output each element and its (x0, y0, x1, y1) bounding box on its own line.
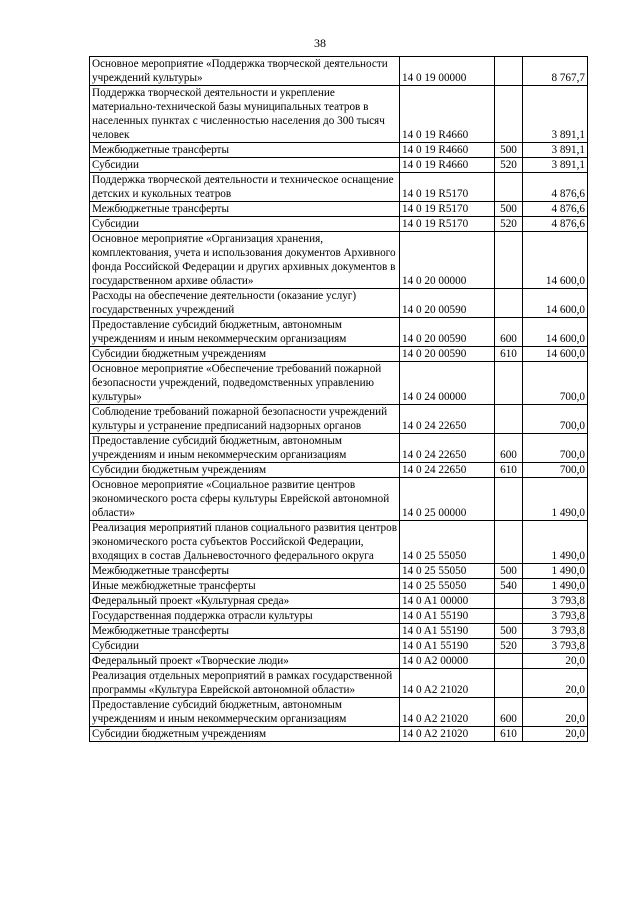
row-name-cell: Государственная поддержка отрасли культуры (90, 609, 400, 624)
table-row (90, 158, 588, 173)
row-expense-type-cell: 520 (495, 639, 523, 654)
row-code-cell: 14 0 25 55050 (400, 521, 495, 564)
row-expense-type-cell: 600 (495, 698, 523, 727)
row-amount-cell: 700,0 (523, 463, 588, 478)
row-expense-type-cell (495, 594, 523, 609)
row-expense-type-cell (495, 478, 523, 521)
row-name-cell: Субсидии бюджетным учреждениям (90, 727, 400, 742)
row-name-cell: Реализация мероприятий планов социального развития центров экономического роста субъектов Российской Федерации, входящих в состав Дальневосточного федерального округа (90, 521, 400, 564)
row-amount-cell: 4 876,6 (523, 173, 588, 202)
table-row (90, 609, 588, 624)
row-expense-type-cell (495, 232, 523, 289)
row-code-cell: 14 0 19 R4660 (400, 158, 495, 173)
row-code-cell: 14 0 20 00590 (400, 318, 495, 347)
row-amount-cell: 3 793,8 (523, 594, 588, 609)
row-code-cell: 14 0 24 00000 (400, 362, 495, 405)
row-expense-type-cell: 500 (495, 202, 523, 217)
row-name-cell: Основное мероприятие «Поддержка творческой деятельности учреждений культуры» (90, 57, 400, 86)
table-row (90, 143, 588, 158)
row-code-cell: 14 0 20 00590 (400, 289, 495, 318)
row-expense-type-cell (495, 521, 523, 564)
table-row (90, 57, 588, 86)
row-amount-cell: 1 490,0 (523, 521, 588, 564)
row-amount-cell: 1 490,0 (523, 478, 588, 521)
row-name-cell: Поддержка творческой деятельности и техническое оснащение детских и кукольных театров (90, 173, 400, 202)
row-expense-type-cell: 500 (495, 624, 523, 639)
row-expense-type-cell (495, 173, 523, 202)
row-amount-cell: 700,0 (523, 434, 588, 463)
row-name-cell: Предоставление субсидий бюджетным, автономным учреждениям и иным некоммерческим организациям (90, 434, 400, 463)
table-row (90, 478, 588, 521)
row-amount-cell: 700,0 (523, 362, 588, 405)
row-amount-cell: 3 891,1 (523, 86, 588, 143)
row-amount-cell: 20,0 (523, 698, 588, 727)
row-expense-type-cell (495, 289, 523, 318)
table-row (90, 217, 588, 232)
row-amount-cell: 3 891,1 (523, 143, 588, 158)
row-code-cell: 14 0 A2 21020 (400, 669, 495, 698)
row-amount-cell: 1 490,0 (523, 564, 588, 579)
table-row (90, 232, 588, 289)
row-name-cell: Предоставление субсидий бюджетным, автономным учреждениям и иным некоммерческим организациям (90, 698, 400, 727)
row-code-cell: 14 0 A1 55190 (400, 639, 495, 654)
row-expense-type-cell (495, 86, 523, 143)
row-expense-type-cell: 500 (495, 564, 523, 579)
row-expense-type-cell (495, 609, 523, 624)
row-expense-type-cell (495, 57, 523, 86)
table-row (90, 463, 588, 478)
page-number: 38 (314, 36, 326, 50)
row-expense-type-cell: 610 (495, 727, 523, 742)
budget-table-body (90, 57, 588, 742)
row-code-cell: 14 0 A2 00000 (400, 654, 495, 669)
table-row (90, 669, 588, 698)
row-amount-cell: 20,0 (523, 654, 588, 669)
budget-table (89, 56, 588, 742)
table-row (90, 564, 588, 579)
table-row (90, 521, 588, 564)
row-name-cell: Федеральный проект «Культурная среда» (90, 594, 400, 609)
row-amount-cell: 14 600,0 (523, 318, 588, 347)
table-row (90, 405, 588, 434)
table-row (90, 624, 588, 639)
row-amount-cell: 700,0 (523, 405, 588, 434)
row-amount-cell: 20,0 (523, 669, 588, 698)
row-expense-type-cell: 540 (495, 579, 523, 594)
table-row (90, 318, 588, 347)
table-row (90, 654, 588, 669)
table-row (90, 173, 588, 202)
row-expense-type-cell (495, 362, 523, 405)
row-name-cell: Межбюджетные трансферты (90, 564, 400, 579)
row-name-cell: Основное мероприятие «Обеспечение требований пожарной безопасности учреждений, подведомственных управлению культуры» (90, 362, 400, 405)
row-code-cell: 14 0 20 00590 (400, 347, 495, 362)
table-row (90, 289, 588, 318)
row-name-cell: Основное мероприятие «Социальное развитие центров экономического роста сферы культуры Еврейской автономной области» (90, 478, 400, 521)
row-amount-cell: 3 891,1 (523, 158, 588, 173)
row-amount-cell: 14 600,0 (523, 347, 588, 362)
row-name-cell: Субсидии (90, 158, 400, 173)
row-amount-cell: 3 793,8 (523, 609, 588, 624)
table-row (90, 639, 588, 654)
row-name-cell: Федеральный проект «Творческие люди» (90, 654, 400, 669)
row-expense-type-cell: 520 (495, 158, 523, 173)
row-expense-type-cell (495, 405, 523, 434)
row-expense-type-cell (495, 654, 523, 669)
row-code-cell: 14 0 19 R5170 (400, 173, 495, 202)
row-code-cell: 14 0 20 00000 (400, 232, 495, 289)
row-code-cell: 14 0 19 R4660 (400, 86, 495, 143)
row-amount-cell: 3 793,8 (523, 639, 588, 654)
row-name-cell: Субсидии (90, 639, 400, 654)
row-code-cell: 14 0 19 R5170 (400, 202, 495, 217)
row-expense-type-cell: 500 (495, 143, 523, 158)
table-row (90, 362, 588, 405)
row-name-cell: Предоставление субсидий бюджетным, автономным учреждениям и иным некоммерческим организациям (90, 318, 400, 347)
row-amount-cell: 14 600,0 (523, 232, 588, 289)
row-expense-type-cell: 610 (495, 347, 523, 362)
row-amount-cell: 4 876,6 (523, 202, 588, 217)
row-amount-cell: 20,0 (523, 727, 588, 742)
row-code-cell: 14 0 25 00000 (400, 478, 495, 521)
table-row (90, 86, 588, 143)
row-name-cell: Субсидии бюджетным учреждениям (90, 347, 400, 362)
row-code-cell: 14 0 24 22650 (400, 434, 495, 463)
table-row (90, 579, 588, 594)
row-code-cell: 14 0 24 22650 (400, 463, 495, 478)
row-code-cell: 14 0 19 R4660 (400, 143, 495, 158)
row-code-cell: 14 0 25 55050 (400, 579, 495, 594)
row-code-cell: 14 0 A1 00000 (400, 594, 495, 609)
row-amount-cell: 14 600,0 (523, 289, 588, 318)
row-name-cell: Субсидии бюджетным учреждениям (90, 463, 400, 478)
table-row (90, 698, 588, 727)
row-code-cell: 14 0 A2 21020 (400, 727, 495, 742)
row-code-cell: 14 0 24 22650 (400, 405, 495, 434)
row-name-cell: Субсидии (90, 217, 400, 232)
row-name-cell: Иные межбюджетные трансферты (90, 579, 400, 594)
table-row (90, 202, 588, 217)
row-expense-type-cell: 600 (495, 434, 523, 463)
table-row (90, 594, 588, 609)
row-amount-cell: 4 876,6 (523, 217, 588, 232)
row-code-cell: 14 0 A2 21020 (400, 698, 495, 727)
row-name-cell: Межбюджетные трансферты (90, 143, 400, 158)
row-expense-type-cell: 610 (495, 463, 523, 478)
row-name-cell: Межбюджетные трансферты (90, 624, 400, 639)
row-expense-type-cell: 520 (495, 217, 523, 232)
row-amount-cell: 3 793,8 (523, 624, 588, 639)
row-name-cell: Расходы на обеспечение деятельности (оказание услуг) государственных учреждений (90, 289, 400, 318)
row-name-cell: Соблюдение требований пожарной безопасности учреждений культуры и устранение предписаний надзорных органов (90, 405, 400, 434)
row-name-cell: Реализация отдельных мероприятий в рамках государственной программы «Культура Еврейской автономной области» (90, 669, 400, 698)
table-row (90, 727, 588, 742)
table-row (90, 434, 588, 463)
row-code-cell: 14 0 19 R5170 (400, 217, 495, 232)
row-code-cell: 14 0 25 55050 (400, 564, 495, 579)
row-name-cell: Основное мероприятие «Организация хранения, комплектования, учета и использования документов Архивного фонда Российской Федерации и других архивных документов в государственном архиве области» (90, 232, 400, 289)
row-expense-type-cell (495, 669, 523, 698)
row-code-cell: 14 0 A1 55190 (400, 624, 495, 639)
row-expense-type-cell: 600 (495, 318, 523, 347)
row-amount-cell: 8 767,7 (523, 57, 588, 86)
row-amount-cell: 1 490,0 (523, 579, 588, 594)
row-name-cell: Поддержка творческой деятельности и укрепление материально-технической базы муниципальных театров в населенных пунктах с численностью населения до 300 тысяч человек (90, 86, 400, 143)
row-code-cell: 14 0 19 00000 (400, 57, 495, 86)
row-code-cell: 14 0 A1 55190 (400, 609, 495, 624)
table-row (90, 347, 588, 362)
row-name-cell: Межбюджетные трансферты (90, 202, 400, 217)
